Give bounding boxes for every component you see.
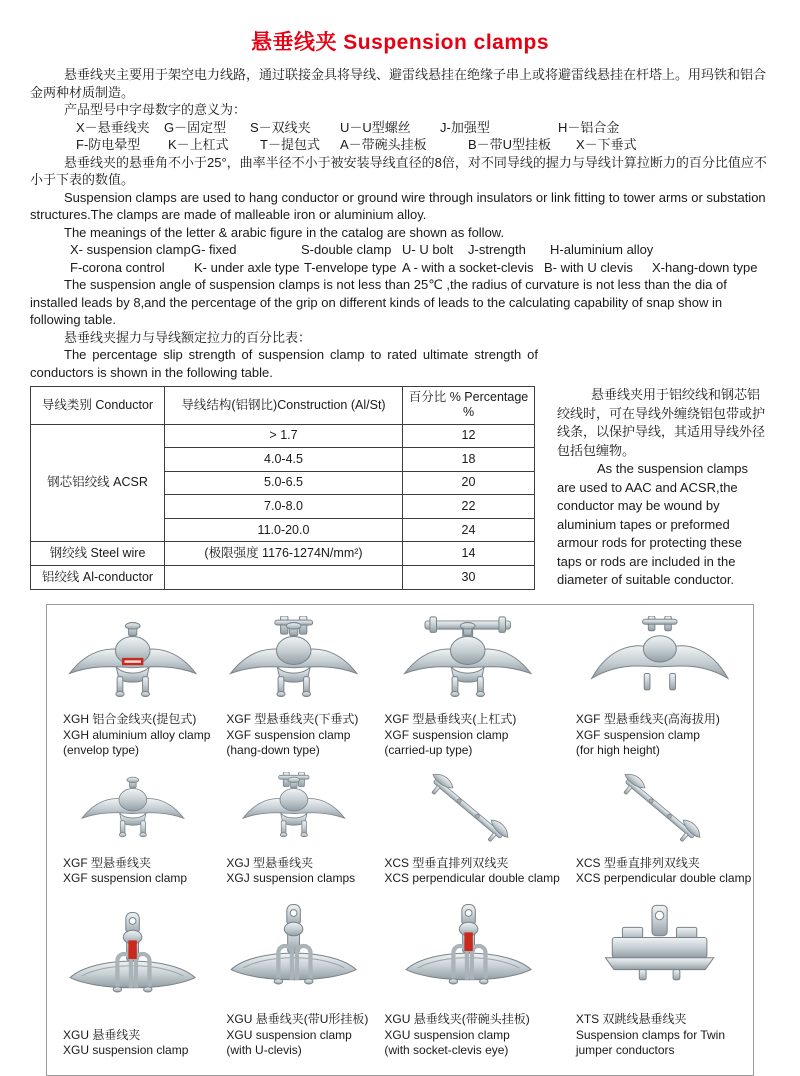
codes-row-en-1 — [30, 241, 770, 259]
code-item: G- fixed — [191, 242, 237, 257]
caption-line: XGF 型悬垂线夹(下垂式) — [226, 712, 359, 726]
cell-percentage: 30 — [403, 565, 535, 589]
caption-line: XGU 悬垂线夹(带U形挂板) — [226, 1012, 369, 1026]
caption-line: XCS 型垂直排列双线夹 — [384, 855, 509, 870]
caption-line: XCS 型垂直排列双线夹 — [575, 855, 700, 870]
product-caption — [218, 856, 368, 887]
caption-line: XGJ 型悬垂线夹 — [226, 855, 314, 870]
product-caption — [376, 1012, 559, 1059]
cell-percentage: 20 — [403, 471, 535, 495]
product-card — [51, 761, 214, 889]
side-note-en: As the suspension clamps are used to AAC and ACSR,the conductor may be wound by aluminium tapes or preformed armour rods for protecting these taps or rods are included in the diameter of suitable conductor. — [557, 461, 749, 587]
intro-paragraph-cn: 悬垂线夹主要用于架空电力线路，通过联接金具将导线、避雷线悬挂在绝缘子串上或将避雷线悬挂在杆塔上。用玛铁和铝合金两种材质制造。 — [30, 67, 767, 100]
code-item: K－上杠式 — [168, 137, 229, 152]
cell-construction — [165, 565, 403, 589]
clamp-photo-icon — [568, 763, 751, 856]
caption-line: XGF 型悬垂线夹(上杠式) — [384, 712, 517, 726]
cell-construction: (极限强度 1176-1274N/mm²) — [165, 542, 403, 566]
code-item: G－固定型 — [164, 119, 227, 135]
cell-construction: 11.0-20.0 — [165, 518, 403, 542]
product-caption — [55, 1028, 210, 1059]
codes-row-cn-2 — [30, 136, 770, 154]
codes-intro-en: The meanings of the letter & arabic figure in the catalog are shown as follow. — [64, 224, 505, 240]
catalog-page — [0, 26, 800, 1057]
code-item: A - with a socket-clevis — [402, 259, 534, 275]
cell-percentage: 14 — [403, 542, 535, 566]
cell-steel-label: 钢绞线 Steel wire — [31, 542, 165, 566]
caption-line: (hang-down type) — [226, 743, 320, 757]
header-conductor: 导线类别 Conductor — [31, 387, 165, 425]
caption-line: XGU 悬垂线夹(带碗头挂板) — [384, 1012, 530, 1026]
caption-line: (with socket-clevis eye) — [384, 1043, 509, 1057]
product-card — [372, 611, 563, 761]
clamp-photo-icon — [55, 763, 210, 856]
header-percentage: 百分比 % Percentage % — [403, 387, 535, 425]
caption-line: XGF suspension clamp — [63, 871, 188, 885]
product-card — [214, 889, 372, 1061]
angle-paragraph-en: The suspension angle of suspension clamps is not less than 25℃ ,the radius of curvature is not less than the dia of installed leads by 8,and the percentage of the grip on different kinds of leads to the calculating capability of snap show in following table. — [30, 277, 727, 327]
caption-line: (for high height) — [575, 743, 660, 757]
code-item: H－铝合金 — [558, 119, 620, 135]
clamp-photo-icon — [376, 613, 559, 713]
caption-line: Suspension clamps for Twin — [575, 1027, 726, 1042]
product-card — [214, 761, 372, 889]
cell-percentage: 12 — [403, 424, 535, 448]
header-construction: 导线结构(铝钢比)Construction (Al/St) — [165, 387, 403, 425]
table-row — [31, 565, 535, 589]
caption-line: XGU 悬垂线夹 — [63, 1027, 141, 1042]
percentage-table — [30, 386, 535, 590]
clamp-photo-icon — [218, 891, 368, 1013]
caption-line: XGU suspension clamp — [226, 1027, 352, 1042]
code-item: X－下垂式 — [576, 137, 637, 152]
product-card — [564, 761, 755, 889]
product-caption — [568, 856, 751, 887]
intro-paragraph-en: Suspension clamps are used to hang conductor or ground wire through insulators or link fitting to tower arms or substation structures.The clamps are made of malleable iron or aluminium alloy. — [30, 189, 766, 222]
code-item: X-hang-down type — [652, 259, 758, 275]
caption-line: XCS perpendicular double clamp — [575, 871, 752, 885]
caption-line: XGU suspension clamp — [63, 1043, 189, 1057]
caption-line: XGF suspension clamp — [575, 727, 700, 742]
product-card — [372, 761, 563, 889]
caption-line: XGU suspension clamp — [384, 1027, 510, 1042]
cell-construction: 4.0-4.5 — [165, 448, 403, 472]
code-item: K- under axle type — [194, 259, 300, 275]
cell-acsr-label: 钢芯铝绞线 ACSR — [31, 424, 165, 542]
caption-line: XGF 型悬垂线夹(高海拔用) — [575, 712, 720, 726]
code-item: T-envelope type — [304, 259, 397, 275]
code-item: H-aluminium alloy — [550, 242, 654, 257]
caption-line: XGJ suspension clamps — [226, 871, 356, 885]
table-row — [31, 424, 535, 448]
code-item: F-corona control — [70, 259, 165, 275]
caption-line: XGF 型悬垂线夹 — [63, 855, 152, 870]
cell-percentage: 22 — [403, 495, 535, 519]
code-item: F-防电晕型 — [76, 137, 141, 152]
caption-line: XGH aluminium alloy clamp — [63, 727, 211, 742]
product-caption — [568, 712, 751, 759]
codes-row-en-2 — [30, 259, 770, 277]
codes-intro-cn: 产品型号中字母数字的意义为： — [64, 102, 247, 117]
product-card — [564, 611, 755, 761]
table-title-en: The percentage slip strength of suspension clamp to rated ultimate strength of conductors is shown in the following table. — [30, 347, 538, 380]
caption-line: XGH 铝合金线夹(提包式) — [63, 712, 197, 726]
table-header-row — [31, 387, 535, 425]
code-item: S－双线夹 — [250, 119, 311, 135]
side-note-cn: 悬垂线夹用于铝绞线和钢芯铝绞线时，可在导线外缠绕铝包带或护线条，以保护导线，其适用导线外径包括包缠物。 — [557, 387, 766, 458]
product-caption — [568, 1012, 751, 1059]
product-card — [564, 889, 755, 1061]
clamp-photo-icon — [55, 613, 210, 713]
caption-line: jumper conductors — [575, 1043, 675, 1057]
product-caption — [218, 1012, 368, 1059]
code-item: J-加强型 — [440, 119, 490, 135]
page-title: 悬垂线夹 Suspension clamps — [250, 31, 550, 54]
cell-percentage: 18 — [403, 448, 535, 472]
code-item: X- suspension clamp — [70, 242, 191, 257]
code-item: U－U型螺丝 — [340, 119, 411, 135]
product-caption — [376, 856, 559, 887]
code-item: B- with U clevis — [544, 259, 633, 275]
code-item: X－悬垂线夹 — [76, 119, 150, 135]
caption-line: XGF suspension clamp — [226, 727, 351, 742]
cell-construction: > 1.7 — [165, 424, 403, 448]
angle-paragraph-cn: 悬垂线夹的悬垂角不小于25°，曲率半径不小于被安装导线直径的8倍，对不同导线的握力与导线计算拉断力的百分比值应不小于下表的数值。 — [30, 154, 767, 187]
product-caption — [55, 856, 210, 887]
caption-line: XCS perpendicular double clamp — [384, 871, 560, 885]
product-card — [51, 611, 214, 761]
caption-line: (envelop type) — [63, 743, 140, 757]
code-item: U- U bolt — [402, 242, 454, 257]
table-and-sidenote — [30, 386, 770, 590]
clamp-photo-icon — [376, 763, 559, 856]
product-caption — [376, 712, 559, 759]
table-row — [31, 542, 535, 566]
clamp-photo-icon — [568, 613, 751, 713]
caption-line: XTS 双跳线悬垂线夹 — [575, 1012, 687, 1026]
product-card — [214, 611, 372, 761]
clamp-photo-icon — [218, 763, 368, 856]
product-caption — [55, 712, 210, 759]
cell-construction: 7.0-8.0 — [165, 495, 403, 519]
product-card — [51, 889, 214, 1061]
caption-line: XGF suspension clamp — [384, 727, 509, 742]
code-item: B－带U型挂板 — [468, 137, 552, 152]
caption-line: (with U-clevis) — [226, 1043, 302, 1057]
cell-al-label: 铝绞线 Al-conductor — [31, 565, 165, 589]
cell-construction: 5.0-6.5 — [165, 471, 403, 495]
product-grid — [46, 604, 754, 1076]
code-item: T－提包式 — [260, 137, 320, 152]
clamp-photo-icon — [568, 891, 751, 1013]
code-item: J-strength — [468, 242, 526, 257]
product-card — [372, 889, 563, 1061]
product-caption — [218, 712, 368, 759]
clamp-photo-icon — [376, 891, 559, 1013]
codes-row-cn-1 — [30, 119, 770, 137]
clamp-photo-icon — [55, 891, 210, 1028]
code-item: S-double clamp — [301, 242, 392, 257]
code-item: A－带碗头挂板 — [340, 137, 427, 152]
clamp-photo-icon — [218, 613, 368, 713]
caption-line: (carried-up type) — [384, 743, 473, 757]
table-title-cn: 悬垂线夹握力与导线额定拉力的百分比表： — [64, 329, 312, 345]
cell-percentage: 24 — [403, 518, 535, 542]
side-note — [557, 386, 770, 590]
